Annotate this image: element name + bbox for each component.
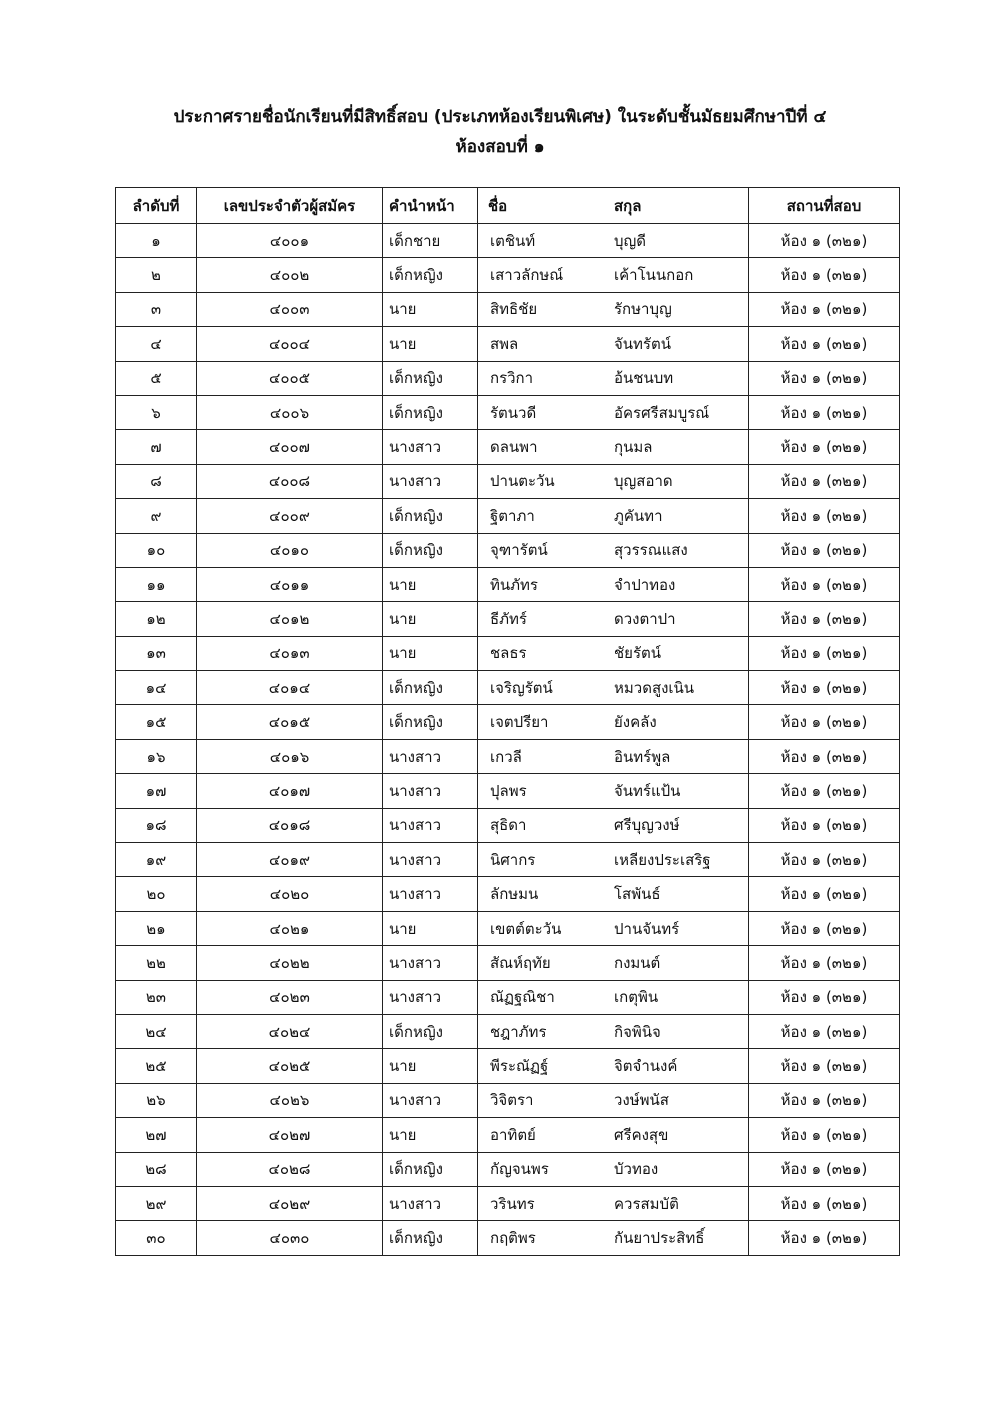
- name-prefix: นาย: [383, 567, 478, 601]
- table-row: [116, 946, 900, 980]
- surname: อ้นชนบท: [614, 369, 674, 388]
- table-header-row: [116, 188, 900, 224]
- applicant-id: ๔๐๐๙: [197, 499, 383, 533]
- first-name: ณัฏฐณิชา: [490, 988, 555, 1007]
- table-row: [116, 258, 900, 292]
- name-cell: [478, 567, 749, 601]
- applicant-id: ๔๐๓๐: [197, 1221, 383, 1255]
- name-cell: [478, 911, 749, 945]
- name-prefix: เด็กหญิง: [383, 258, 478, 292]
- row-number: ๒๗: [116, 1118, 197, 1152]
- first-name: พีระณัฏฐ์: [490, 1057, 549, 1076]
- table-row: [116, 1118, 900, 1152]
- name-cell: [478, 636, 749, 670]
- name-prefix: นางสาว: [383, 430, 478, 464]
- row-number: ๒๐: [116, 877, 197, 911]
- name-prefix: นางสาว: [383, 739, 478, 773]
- table-row: [116, 533, 900, 567]
- name-cell: [478, 224, 749, 258]
- exam-location: ห้อง ๑ (๓๒๑): [749, 464, 900, 498]
- row-number: ๑๘: [116, 808, 197, 842]
- name-prefix: นางสาว: [383, 1083, 478, 1117]
- exam-location: ห้อง ๑ (๓๒๑): [749, 636, 900, 670]
- exam-location: ห้อง ๑ (๓๒๑): [749, 946, 900, 980]
- surname: อินทร์พูล: [614, 747, 671, 766]
- surname: จำปาทอง: [614, 575, 676, 594]
- first-name: วรินทร: [490, 1194, 535, 1213]
- first-name: เขตต์ตะวัน: [490, 919, 562, 938]
- exam-location: ห้อง ๑ (๓๒๑): [749, 533, 900, 567]
- surname: วงษ์พนัส: [614, 1091, 669, 1110]
- exam-location: ห้อง ๑ (๓๒๑): [749, 567, 900, 601]
- surname: กิจพินิจ: [614, 1022, 661, 1041]
- table-row: [116, 671, 900, 705]
- row-number: ๓๐: [116, 1221, 197, 1255]
- name-cell: [478, 1083, 749, 1117]
- document-title: ประกาศรายชื่อนักเรียนที่มีสิทธิ์สอบ (ประเภทห้องเรียนพิเศษ) ในระดับชั้นมัธยมศึกษาปีที่ ๔: [173, 107, 827, 127]
- table-body: [116, 224, 900, 1256]
- table-row: [116, 224, 900, 258]
- table-row: [116, 1014, 900, 1048]
- applicant-id: ๔๐๑๓: [197, 636, 383, 670]
- row-number: ๑๓: [116, 636, 197, 670]
- name-cell: [478, 877, 749, 911]
- exam-location: ห้อง ๑ (๓๒๑): [749, 395, 900, 429]
- table-row: [116, 705, 900, 739]
- name-cell: [478, 1118, 749, 1152]
- candidate-table: [115, 187, 900, 1256]
- table-row: [116, 361, 900, 395]
- applicant-id: ๔๐๑๒: [197, 602, 383, 636]
- name-prefix: นาย: [383, 911, 478, 945]
- name-prefix: นาย: [383, 1118, 478, 1152]
- row-number: ๓: [116, 292, 197, 326]
- header-surname: สกุล: [614, 196, 642, 215]
- exam-location: ห้อง ๑ (๓๒๑): [749, 1118, 900, 1152]
- surname: จันทรัตน์: [614, 334, 671, 353]
- exam-location: ห้อง ๑ (๓๒๑): [749, 430, 900, 464]
- name-cell: [478, 361, 749, 395]
- exam-location: ห้อง ๑ (๓๒๑): [749, 292, 900, 326]
- table-row: [116, 774, 900, 808]
- table-row: [116, 843, 900, 877]
- first-name: อาทิตย์: [490, 1125, 536, 1144]
- row-number: ๒๔: [116, 1014, 197, 1048]
- name-cell: [478, 1152, 749, 1186]
- exam-location: ห้อง ๑ (๓๒๑): [749, 1186, 900, 1220]
- applicant-id: ๔๐๐๕: [197, 361, 383, 395]
- exam-location: ห้อง ๑ (๓๒๑): [749, 327, 900, 361]
- surname: รักษาบุญ: [614, 300, 672, 319]
- applicant-id: ๔๐๒๑: [197, 911, 383, 945]
- applicant-id: ๔๐๑๗: [197, 774, 383, 808]
- name-prefix: นางสาว: [383, 946, 478, 980]
- first-name: สิทธิชัย: [490, 300, 538, 319]
- name-prefix: เด็กชาย: [383, 224, 478, 258]
- applicant-id: ๔๐๐๔: [197, 327, 383, 361]
- exam-location: ห้อง ๑ (๓๒๑): [749, 224, 900, 258]
- table-row: [116, 877, 900, 911]
- applicant-id: ๔๐๐๒: [197, 258, 383, 292]
- first-name: กฤติพร: [490, 1229, 536, 1248]
- surname: ควรสมบัติ: [614, 1194, 679, 1213]
- first-name: ฐิตาภา: [490, 506, 535, 525]
- name-cell: [478, 1049, 749, 1083]
- name-prefix: นาย: [383, 636, 478, 670]
- row-number: ๒๓: [116, 980, 197, 1014]
- table-row: [116, 911, 900, 945]
- name-prefix: นางสาว: [383, 877, 478, 911]
- exam-location: ห้อง ๑ (๓๒๑): [749, 911, 900, 945]
- surname: เหลียงประเสริฐ: [614, 850, 711, 869]
- row-number: ๑๙: [116, 843, 197, 877]
- header-name: ชื่อ: [488, 196, 508, 215]
- name-prefix: นางสาว: [383, 843, 478, 877]
- surname: จิตจำนงค์: [614, 1057, 678, 1076]
- applicant-id: ๔๐๒๖: [197, 1083, 383, 1117]
- name-cell: [478, 1221, 749, 1255]
- surname: ชัยรัตน์: [614, 644, 662, 663]
- name-cell: [478, 327, 749, 361]
- table-row: [116, 1186, 900, 1220]
- surname: โสพันธ์: [614, 885, 661, 904]
- surname: กงมนต์: [614, 953, 661, 972]
- exam-location: ห้อง ๑ (๓๒๑): [749, 877, 900, 911]
- exam-location: ห้อง ๑ (๓๒๑): [749, 1083, 900, 1117]
- row-number: ๑๗: [116, 774, 197, 808]
- row-number: ๒๒: [116, 946, 197, 980]
- applicant-id: ๔๐๒๘: [197, 1152, 383, 1186]
- table-row: [116, 567, 900, 601]
- first-name: กรวิกา: [490, 369, 534, 388]
- name-cell: [478, 739, 749, 773]
- applicant-id: ๔๐๒๐: [197, 877, 383, 911]
- table-row: [116, 1049, 900, 1083]
- table-row: [116, 499, 900, 533]
- first-name: ชลธร: [490, 644, 527, 663]
- applicant-id: ๔๐๒๔: [197, 1014, 383, 1048]
- row-number: ๑๖: [116, 739, 197, 773]
- header-no: ลำดับที่: [116, 188, 197, 224]
- first-name: สุธิดา: [490, 816, 527, 835]
- name-cell: [478, 705, 749, 739]
- name-cell: [478, 671, 749, 705]
- applicant-id: ๔๐๐๓: [197, 292, 383, 326]
- first-name: ชฎาภัทร: [490, 1022, 547, 1041]
- row-number: ๘: [116, 464, 197, 498]
- applicant-id: ๔๐๒๗: [197, 1118, 383, 1152]
- first-name: จุฑารัตน์: [490, 541, 548, 560]
- applicant-id: ๔๐๒๒: [197, 946, 383, 980]
- surname: จันทร์แป้น: [614, 781, 681, 800]
- surname: บุญสอาด: [614, 472, 673, 491]
- applicant-id: ๔๐๒๕: [197, 1049, 383, 1083]
- applicant-id: ๔๐๑๐: [197, 533, 383, 567]
- applicant-id: ๔๐๑๘: [197, 808, 383, 842]
- applicant-id: ๔๐๑๔: [197, 671, 383, 705]
- name-prefix: นางสาว: [383, 808, 478, 842]
- exam-location: ห้อง ๑ (๓๒๑): [749, 1221, 900, 1255]
- name-cell: [478, 395, 749, 429]
- row-number: ๑๒: [116, 602, 197, 636]
- applicant-id: ๔๐๑๖: [197, 739, 383, 773]
- surname: กันยาประสิทธิ์: [614, 1229, 705, 1248]
- first-name: เกวลี: [490, 747, 522, 766]
- applicant-id: ๔๐๑๕: [197, 705, 383, 739]
- first-name: เตชินท์: [490, 231, 536, 250]
- exam-location: ห้อง ๑ (๓๒๑): [749, 808, 900, 842]
- first-name: ดลนพา: [490, 438, 538, 457]
- surname: อัครศรีสมบูรณ์: [614, 403, 710, 422]
- surname: บุญดี: [614, 231, 647, 250]
- row-number: ๒๘: [116, 1152, 197, 1186]
- surname: ปานจันทร์: [614, 919, 680, 938]
- first-name: ทินภัทร: [490, 575, 538, 594]
- name-prefix: นางสาว: [383, 774, 478, 808]
- exam-location: ห้อง ๑ (๓๒๑): [749, 602, 900, 636]
- row-number: ๒๙: [116, 1186, 197, 1220]
- surname: บัวทอง: [614, 1160, 659, 1179]
- exam-location: ห้อง ๑ (๓๒๑): [749, 1049, 900, 1083]
- exam-location: ห้อง ๑ (๓๒๑): [749, 843, 900, 877]
- exam-location: ห้อง ๑ (๓๒๑): [749, 1014, 900, 1048]
- surname: ภูคันทา: [614, 506, 663, 525]
- table-row: [116, 1083, 900, 1117]
- table-row: [116, 327, 900, 361]
- name-prefix: นางสาว: [383, 1186, 478, 1220]
- name-cell: [478, 808, 749, 842]
- name-cell: [478, 1014, 749, 1048]
- first-name: ปานตะวัน: [490, 472, 555, 491]
- table-row: [116, 395, 900, 429]
- name-prefix: นาย: [383, 602, 478, 636]
- applicant-id: ๔๐๑๑: [197, 567, 383, 601]
- row-number: ๖: [116, 395, 197, 429]
- name-prefix: เด็กหญิง: [383, 1221, 478, 1255]
- row-number: ๑: [116, 224, 197, 258]
- first-name: สพล: [490, 334, 519, 353]
- table-row: [116, 464, 900, 498]
- row-number: ๒๕: [116, 1049, 197, 1083]
- exam-location: ห้อง ๑ (๓๒๑): [749, 258, 900, 292]
- name-cell: [478, 258, 749, 292]
- exam-location: ห้อง ๑ (๓๒๑): [749, 705, 900, 739]
- table-row: [116, 292, 900, 326]
- applicant-id: ๔๐๐๗: [197, 430, 383, 464]
- surname: ศรีคงสุข: [614, 1125, 669, 1144]
- row-number: ๑๕: [116, 705, 197, 739]
- applicant-id: ๔๐๒๙: [197, 1186, 383, 1220]
- header-location: สถานที่สอบ: [749, 188, 900, 224]
- name-prefix: นาย: [383, 292, 478, 326]
- name-cell: [478, 499, 749, 533]
- surname: ยังคลัง: [614, 713, 657, 732]
- name-prefix: เด็กหญิง: [383, 533, 478, 567]
- row-number: ๑๐: [116, 533, 197, 567]
- exam-location: ห้อง ๑ (๓๒๑): [749, 499, 900, 533]
- row-number: ๗: [116, 430, 197, 464]
- first-name: เจตปรียา: [490, 713, 549, 732]
- name-cell: [478, 292, 749, 326]
- name-prefix: เด็กหญิง: [383, 395, 478, 429]
- row-number: ๙: [116, 499, 197, 533]
- table-row: [116, 980, 900, 1014]
- header-prefix: คำนำหน้า: [383, 188, 478, 224]
- table-row: [116, 636, 900, 670]
- exam-location: ห้อง ๑ (๓๒๑): [749, 361, 900, 395]
- exam-location: ห้อง ๑ (๓๒๑): [749, 739, 900, 773]
- first-name: ปุลพร: [490, 781, 527, 800]
- name-prefix: นาย: [383, 327, 478, 361]
- table-row: [116, 739, 900, 773]
- row-number: ๕: [116, 361, 197, 395]
- name-cell: [478, 946, 749, 980]
- surname: เค้าโนนกอก: [614, 266, 694, 285]
- first-name: ลักษมน: [490, 885, 539, 904]
- surname: สุวรรณแสง: [614, 541, 688, 560]
- surname: ศรีบุญวงษ์: [614, 816, 680, 835]
- first-name: กัญจนพร: [490, 1160, 549, 1179]
- row-number: ๒๖: [116, 1083, 197, 1117]
- name-cell: [478, 1186, 749, 1220]
- header-name-surname: [478, 188, 749, 224]
- name-prefix: เด็กหญิง: [383, 361, 478, 395]
- applicant-id: ๔๐๐๖: [197, 395, 383, 429]
- first-name: ธีภัทร์: [490, 609, 527, 628]
- name-cell: [478, 533, 749, 567]
- row-number: ๔: [116, 327, 197, 361]
- applicant-id: ๔๐๐๑: [197, 224, 383, 258]
- first-name: นิศากร: [490, 850, 536, 869]
- name-prefix: นางสาว: [383, 464, 478, 498]
- name-cell: [478, 774, 749, 808]
- exam-location: ห้อง ๑ (๓๒๑): [749, 671, 900, 705]
- name-cell: [478, 430, 749, 464]
- table-row: [116, 1152, 900, 1186]
- name-prefix: เด็กหญิง: [383, 1152, 478, 1186]
- header-id: เลขประจำตัวผู้สมัคร: [197, 188, 383, 224]
- first-name: เสาวลักษณ์: [490, 266, 564, 285]
- name-prefix: เด็กหญิง: [383, 499, 478, 533]
- surname: เกตุพิน: [614, 988, 659, 1007]
- row-number: ๒๑: [116, 911, 197, 945]
- row-number: ๑๔: [116, 671, 197, 705]
- name-prefix: เด็กหญิง: [383, 1014, 478, 1048]
- exam-location: ห้อง ๑ (๓๒๑): [749, 980, 900, 1014]
- name-prefix: นางสาว: [383, 980, 478, 1014]
- exam-location: ห้อง ๑ (๓๒๑): [749, 1152, 900, 1186]
- row-number: ๒: [116, 258, 197, 292]
- table-row: [116, 430, 900, 464]
- first-name: รัตนวดี: [490, 403, 537, 422]
- surname: กุนมล: [614, 438, 653, 457]
- table-row: [116, 602, 900, 636]
- exam-location: ห้อง ๑ (๓๒๑): [749, 774, 900, 808]
- applicant-id: ๔๐๒๓: [197, 980, 383, 1014]
- table-row: [116, 1221, 900, 1255]
- name-prefix: เด็กหญิง: [383, 705, 478, 739]
- first-name: วิจิตรา: [490, 1091, 534, 1110]
- applicant-id: ๔๐๐๘: [197, 464, 383, 498]
- table-row: [116, 808, 900, 842]
- first-name: สัณห์ฤทัย: [490, 953, 551, 972]
- document-subtitle: ห้องสอบที่ ๑: [455, 137, 545, 157]
- surname: ดวงตาปา: [614, 609, 676, 628]
- name-prefix: นาย: [383, 1049, 478, 1083]
- name-cell: [478, 464, 749, 498]
- name-cell: [478, 602, 749, 636]
- name-cell: [478, 980, 749, 1014]
- surname: หมวดสูงเนิน: [614, 678, 695, 697]
- applicant-id: ๔๐๑๙: [197, 843, 383, 877]
- row-number: ๑๑: [116, 567, 197, 601]
- name-cell: [478, 843, 749, 877]
- name-prefix: เด็กหญิง: [383, 671, 478, 705]
- first-name: เจริญรัตน์: [490, 678, 553, 697]
